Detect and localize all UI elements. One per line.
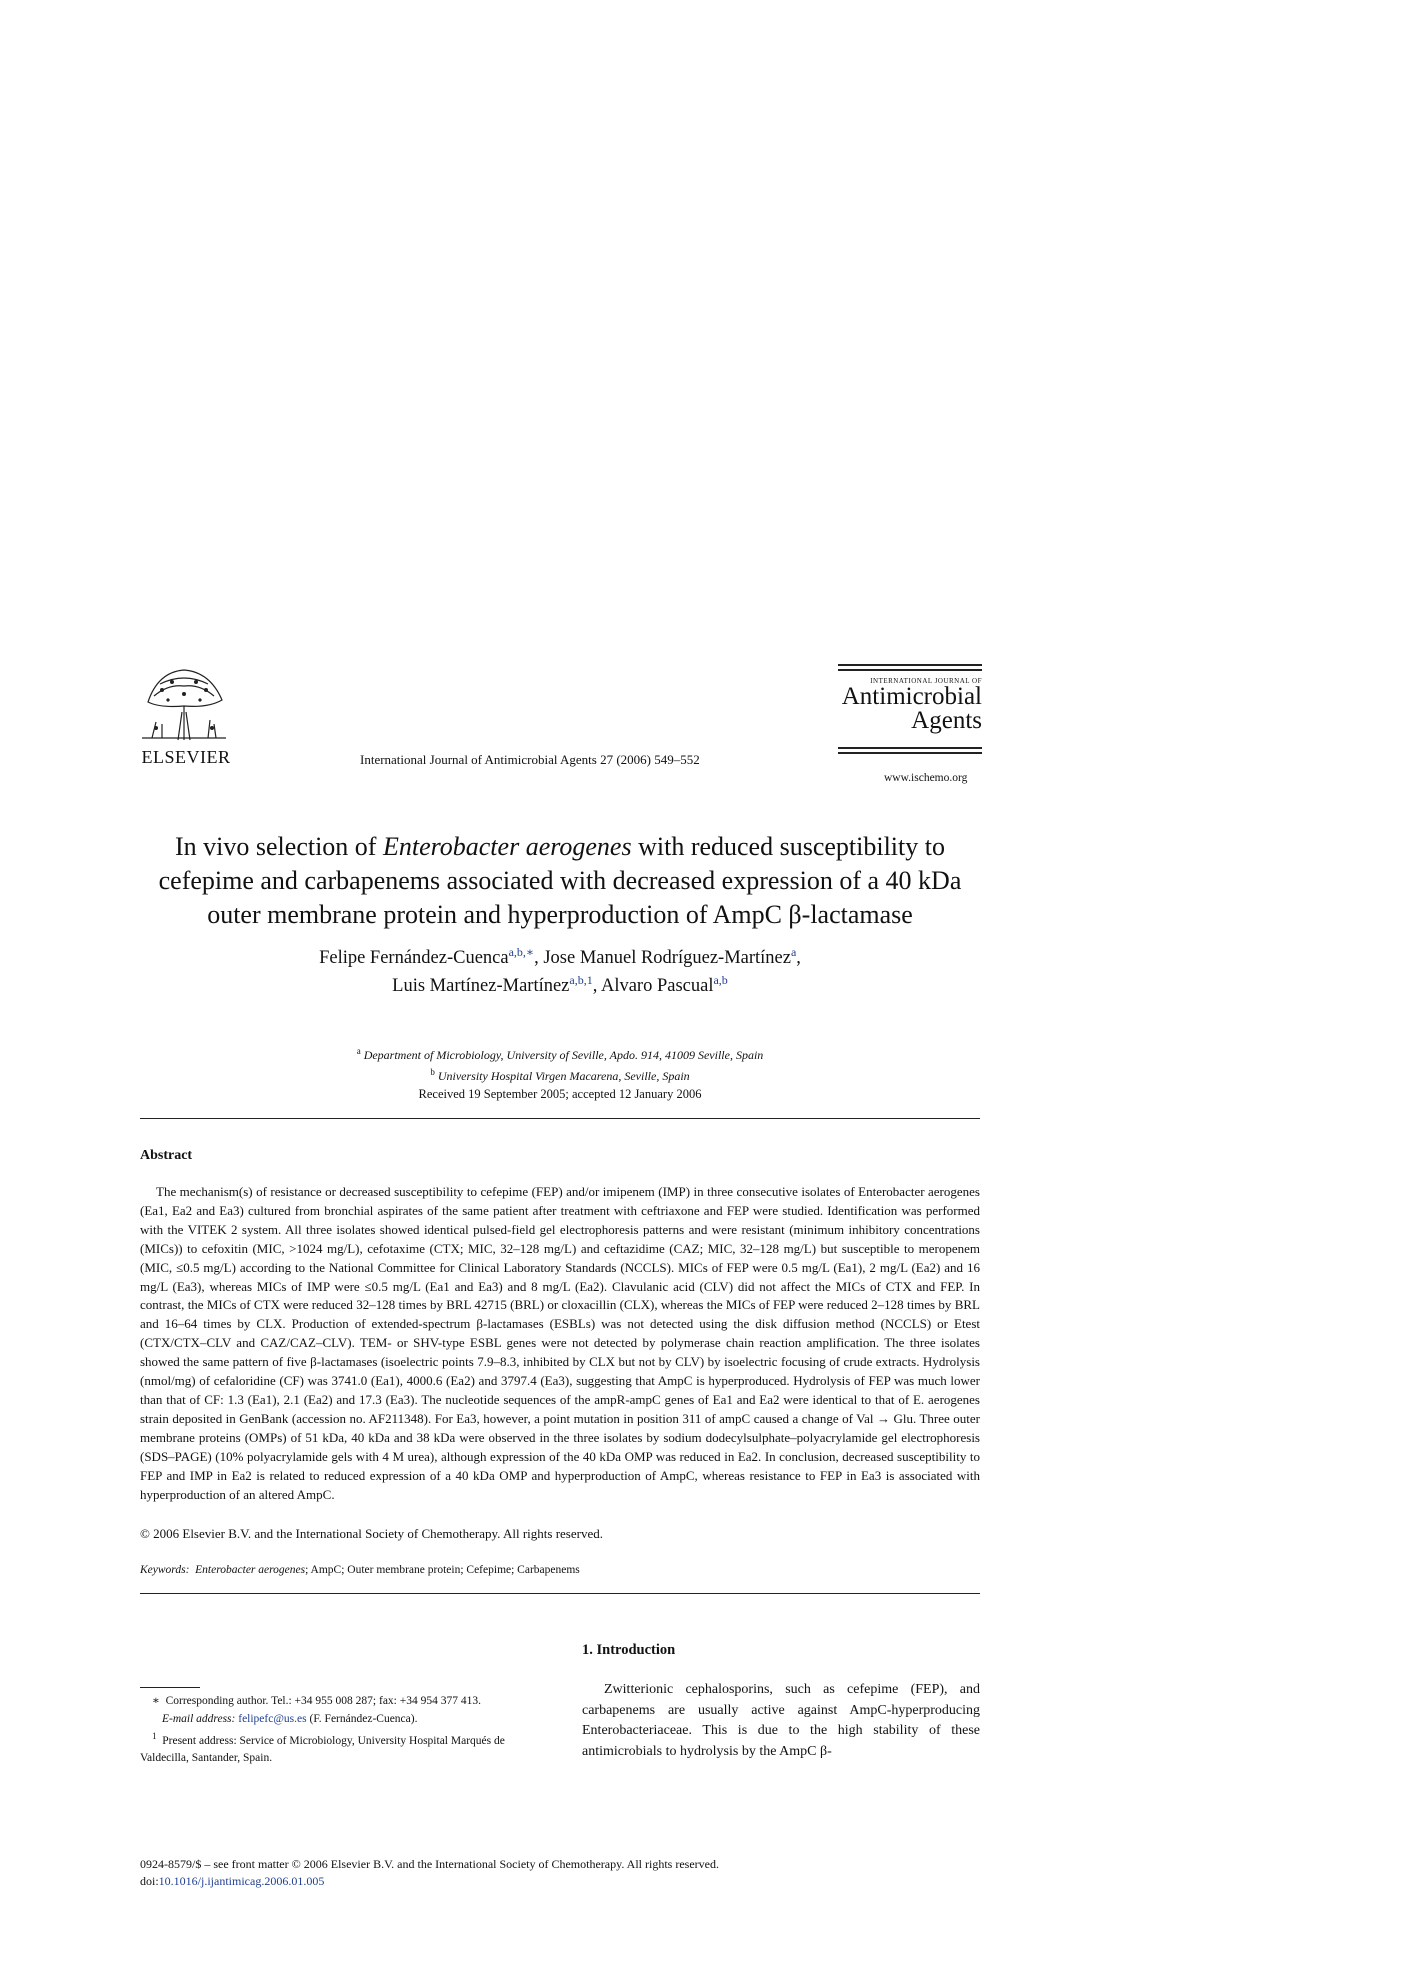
author-list (140, 944, 980, 1000)
footnote-rule (140, 1687, 200, 1688)
title-part1: In vivo selection of (175, 832, 383, 861)
affiliation-mark: b (430, 1067, 435, 1077)
footnote-email (140, 1711, 540, 1729)
received-dates: Received 19 September 2005; accepted 12 January 2006 (418, 1087, 702, 1101)
affiliation-text: University Hospital Virgen Macarena, Seville, Spain (437, 1069, 690, 1083)
keywords (140, 1564, 580, 1576)
keyword-species: Enterobacter aerogenes (195, 1564, 306, 1576)
introduction-text: Zwitterionic cephalosporins, such as cefepime (FEP), and carbapenems are usually active against AmpC-hyperproducing Enterobacteriaceae. This is due to the high stability of these antimicrobials to hydrolysis by the AmpC β- (582, 1682, 980, 1759)
email-owner: (F. Fernández-Cuenca). (309, 1712, 418, 1725)
elsevier-logo (138, 662, 234, 768)
footnote-present-address (140, 1728, 540, 1768)
journal-url[interactable]: www.ischemo.org (884, 772, 968, 784)
affiliations (140, 1043, 980, 1085)
logo-rule (838, 747, 982, 749)
publisher-name: ELSEVIER (141, 747, 231, 767)
author-name: Luis Martínez-Martínez (392, 976, 570, 996)
footnote-mark: 1 (152, 1731, 157, 1741)
logo-rule (838, 752, 982, 754)
logo-rule (838, 664, 982, 666)
title-part2: with reduced susceptibility to cefepime and carbapenems associated with decreased expression of a 40 kDa outer membrane protein and hyperproduction of AmpC β-lactamase (158, 832, 962, 929)
affiliation-mark: a (356, 1046, 361, 1056)
author-superscript[interactable]: a (790, 944, 797, 959)
author-separator: , (592, 976, 601, 996)
abstract-text: The mechanism(s) of resistance or decreased susceptibility to cefepime (FEP) and/or imipenem (IMP) in three consecutive isolates of Enterobacter aerogenes (Ea1, Ea2 and Ea3) cultured from bronchial aspirates of the same patient after treatment with ceftriaxone and FEP were studied. Identification was performed with the VITEK 2 system. All three isolates showed identical pulsed-field gel electrophoresis patterns and were resistant (minimum inhibitory concentrations (MICs)) to cefoxitin (MIC, >1024 mg/L), cefotaxime (CTX; MIC, 32–128 mg/L) and ceftazidime (CAZ; MIC, 32–128 mg/L) but susceptible to meropenem (MIC, ≤0.5 mg/L) according to the National Committee for Clinical Laboratory Standards (NCCLS). MICs of FEP were 0.5 mg/L (Ea1), 2 mg/L (Ea2) and 16 mg/L (Ea3), whereas MICs of IMP were ≤0.5 mg/L (Ea1 and Ea3) and 8 mg/L (Ea2). Clavulanic acid (CLV) did not affect the MICs of CTX and FEP. In contrast, the MICs of CTX were reduced 32–128 times by BRL 42715 (BRL) or cloxacillin (CLX), whereas the MICs of FEP were reduced 2–128 times by BRL and 16–64 times by CLX. Production of extended-spectrum β-lactamases (ESBLs) was not detected using the disk diffusion method (NCCLS) or Etest (CTX/CTX–CLV and CAZ/CAZ–CLV). TEM- or SHV-type ESBL genes were not detected by polymerase chain reaction amplification. The three isolates showed the same pattern of five β-lactamases (isoelectric points 7.9–8.3, inhibited by CLX but not by CLV) by isoelectric focusing of crude extracts. Hydrolysis (nmol/mg) of cefaloridine (CF) was 3741.0 (Ea1), 4000.6 (Ea2) and 3797.4 (Ea3), suggesting that AmpC is hyperproduced. Hydrolysis of FEP was much lower than that of CF: 1.3 (Ea1), 2.1 (Ea2) and 17.3 (Ea3). The nucleotide sequences of the ampR-ampC genes of Ea1 and Ea2 were identical to that of E. aerogenes strain deposited in GenBank (accession no. AF211348). For Ea3, however, a point mutation in position 311 of ampC caused a change of Val → Glu. Three outer membrane proteins (OMPs) of 51 kDa, 40 kDa and 38 kDa were observed in the three isolates by sodium dodecylsulphate–polyacrylamide gel electrophoresis (SDS–PAGE) (10% polyacrylamide gels with 4 M urea), although expression of the 40 kDa OMP was reduced in Ea2. In conclusion, decreased susceptibility to FEP and IMP in Ea2 is related to reduced expression of a 40 kDa OMP and hyperproduction of AmpC, whereas resistance to FEP in Ea3 is associated with hyperproduction of an altered AmpC. (140, 1184, 980, 1502)
journal-logo-line1: Antimicrobial (841, 683, 982, 710)
author-separator: , (796, 948, 801, 968)
introduction-heading: 1. Introduction (582, 1642, 676, 1658)
divider (140, 1118, 980, 1119)
journal-logo-line2: Agents (911, 707, 982, 734)
title-species: Enterobacter aerogenes (382, 832, 632, 861)
abstract-heading: Abstract (140, 1148, 193, 1163)
paper-title (140, 830, 980, 932)
doi-label: doi: (140, 1874, 159, 1888)
email-label: E-mail address: (162, 1712, 236, 1725)
author-name: Alvaro Pascual (600, 976, 714, 996)
email-link[interactable]: felipefc@us.es (238, 1712, 307, 1725)
author-separator: , (534, 948, 544, 968)
footnote-corresponding-text: Corresponding author. Tel.: +34 955 008 287; fax: +34 954 377 413. (165, 1695, 481, 1707)
author-superscript[interactable]: a,b,1 (569, 972, 593, 987)
keywords-rest: ; AmpC; Outer membrane protein; Cefepime; Carbapenems (305, 1564, 580, 1576)
issn-line: 0924-8579/$ – see front matter © 2006 Elsevier B.V. and the International Society of Chemotherapy. All rights reserved. (140, 1857, 719, 1871)
page-footer (140, 1856, 719, 1890)
footnote-present-text: Present address: Service of Microbiology, University Hospital Marqués de Valdecilla, Santander, Spain. (140, 1734, 505, 1765)
journal-citation: International Journal of Antimicrobial Agents 27 (2006) 549–552 (360, 752, 700, 767)
affiliation-b (140, 1064, 980, 1085)
logo-rule (838, 669, 982, 671)
journal-logo-small: INTERNATIONAL JOURNAL OF (870, 677, 982, 685)
elsevier-tree-icon (138, 662, 230, 742)
doi-link[interactable]: 10.1016/j.ijantimicag.2006.01.005 (158, 1874, 325, 1888)
abstract-copyright: © 2006 Elsevier B.V. and the International Society of Chemotherapy. All rights reserved. (140, 1526, 603, 1541)
footnotes (140, 1693, 540, 1768)
affiliation-a (140, 1043, 980, 1064)
footnote-corresponding (140, 1693, 540, 1711)
divider (140, 1593, 980, 1594)
affiliation-text: Department of Microbiology, University of Seville, Apdo. 914, 41009 Seville, Spain (363, 1048, 764, 1062)
author-superscript[interactable]: a,b (713, 972, 728, 987)
author-superscript[interactable]: a,b,∗ (508, 944, 535, 959)
journal-logo (838, 664, 982, 757)
keywords-label: Keywords: (140, 1564, 190, 1576)
footnote-mark: ∗ (152, 1695, 160, 1707)
doi-line (140, 1873, 719, 1890)
author-name: Jose Manuel Rodríguez-Martínez (543, 948, 791, 968)
author-name: Felipe Fernández-Cuenca (319, 948, 509, 968)
